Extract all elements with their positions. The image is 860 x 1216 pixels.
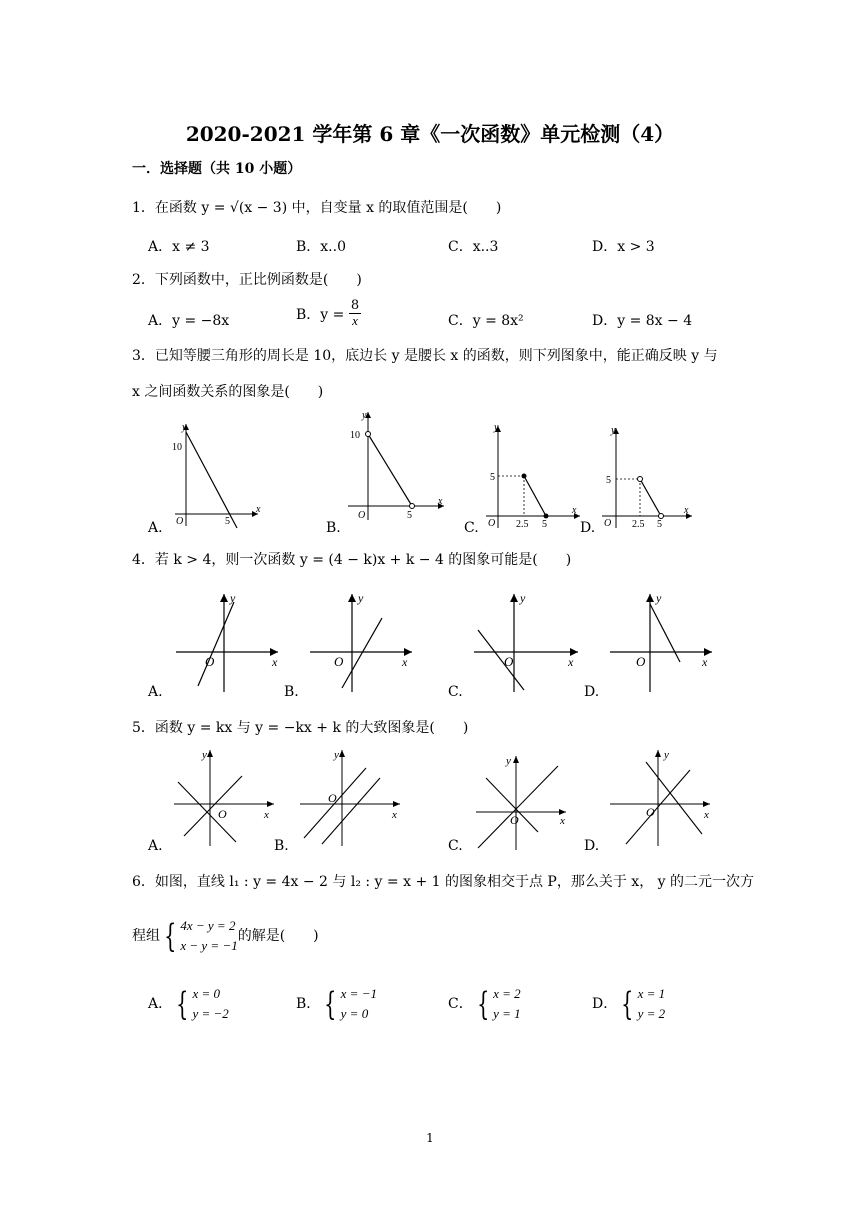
- x-axis-label: x: [272, 655, 278, 669]
- y-axis-label: y: [358, 591, 364, 605]
- tick-label-10: 10: [350, 430, 360, 441]
- q4-graph-d: [604, 590, 719, 695]
- y-axis-label: y: [182, 422, 187, 433]
- origin-label: O: [358, 510, 366, 521]
- tick-label-2-5: 2.5: [632, 519, 645, 530]
- q1-option-c: C．x..3: [448, 239, 499, 255]
- option-y: y = −2: [192, 1006, 229, 1021]
- y-axis-label: y: [664, 749, 669, 761]
- y-axis-label: y: [230, 591, 236, 605]
- question-4-stem: 4．若 k > 4，则一次函数 y = (4 − k)x + k − 4 的图象可能是( ): [132, 552, 572, 568]
- question-6-stem-line1: 6．如图，直线 l₁ : y = 4x − 2 与 l₂ : y = x + 1 的图象相交于点 P，那么关于 x， y 的二元一次方: [132, 874, 755, 890]
- q2-option-a: A．y = −8x: [148, 313, 230, 329]
- option-label: B．: [296, 996, 321, 1012]
- question-3-stem-line2: x 之间函数关系的图象是( ): [132, 384, 324, 400]
- tick-label-5: 5: [490, 472, 495, 483]
- origin-label: O: [604, 518, 612, 529]
- stem-suffix: 的解是( ): [237, 928, 319, 944]
- origin-label: O: [504, 654, 514, 669]
- option-system: [192, 984, 228, 1024]
- q4-graph-c: [470, 590, 585, 695]
- origin-label: O: [510, 813, 519, 827]
- q5-graph-d: [606, 746, 716, 850]
- q3-graph-c: [484, 420, 584, 532]
- q3-label-c: C.: [464, 520, 479, 536]
- q5-graph-b: [296, 748, 406, 848]
- q5-label-a: A.: [148, 838, 163, 854]
- equation-2: x − y = −1: [180, 938, 238, 953]
- y-axis-label: y: [506, 755, 511, 767]
- q6-option-b: [296, 982, 377, 1026]
- x-axis-label: x: [684, 505, 689, 516]
- x-axis-label: x: [256, 504, 261, 515]
- x-axis-label: x: [438, 496, 443, 507]
- x-axis-label: x: [392, 809, 397, 821]
- origin-label: O: [646, 805, 655, 819]
- q6-option-c: [448, 982, 521, 1026]
- y-axis-label: y: [202, 749, 207, 761]
- q2-option-b-label: B．y =: [296, 306, 345, 323]
- q5-graph-c: [472, 752, 572, 852]
- tick-label-5: 5: [606, 475, 611, 486]
- x-axis-label: x: [704, 809, 709, 821]
- q3-label-a: A.: [148, 520, 163, 536]
- left-brace: {: [476, 985, 490, 1023]
- option-label: D．: [592, 996, 618, 1012]
- y-axis-label: y: [520, 591, 526, 605]
- option-system: [341, 984, 377, 1024]
- q2-option-b-fraction: [349, 299, 361, 328]
- q1-option-d: D．x > 3: [592, 239, 655, 255]
- option-label: A．: [148, 996, 173, 1012]
- fraction-numerator: 8: [350, 298, 360, 313]
- tick-label-2-5: 2.5: [516, 519, 529, 530]
- left-brace: {: [621, 985, 634, 1023]
- option-y: y = 0: [340, 1006, 369, 1021]
- question-6-stem-line2: [132, 914, 319, 958]
- page-title: 2020-2021 学年第 6 章《一次函数》单元检测（4）: [185, 122, 675, 146]
- option-x: x = 0: [192, 986, 221, 1001]
- tick-label-5-x: 5: [542, 519, 547, 530]
- q5-label-b: B.: [274, 838, 289, 854]
- option-x: x = −1: [340, 986, 377, 1001]
- option-system: [493, 984, 521, 1024]
- option-system: [638, 984, 666, 1024]
- page-number: 1: [426, 1131, 434, 1145]
- question-3-stem-line1: 3．已知等腰三角形的周长是 10，底边长 y 是腰长 x 的函数，则下列图象中，能正确反映 y 与: [132, 348, 718, 364]
- option-y: y = 1: [493, 1006, 521, 1021]
- q5-graph-a: [170, 748, 280, 848]
- stem-prefix: 程组: [132, 928, 160, 944]
- equation-1: 4x − y = 2: [180, 918, 236, 933]
- y-axis-label: y: [362, 410, 367, 421]
- origin-label: O: [205, 654, 215, 669]
- tick-label-5-x: 5: [657, 519, 662, 530]
- q3-graph-d: [600, 424, 700, 532]
- option-y: y = 2: [637, 1006, 666, 1021]
- question-1-stem: 1．在函数 y = √(x − 3) 中，自变量 x 的取值范围是( ): [132, 200, 502, 216]
- q4-graph-a: [170, 590, 285, 695]
- option-x: x = 2: [493, 986, 521, 1001]
- fraction-denominator: x: [352, 313, 358, 328]
- origin-label: O: [334, 654, 344, 669]
- q3-label-d: D.: [580, 520, 596, 536]
- tick-label-5: 5: [225, 516, 230, 527]
- q2-option-c: C．y = 8x²: [448, 313, 524, 329]
- q4-graph-b: [304, 590, 419, 695]
- question-5-stem: 5．函数 y = kx 与 y = −kx + k 的大致图象是( ): [132, 720, 469, 736]
- x-axis-label: x: [568, 655, 574, 669]
- q6-option-d: [592, 982, 665, 1026]
- origin-label: O: [636, 654, 646, 669]
- q1-option-a: A．x ≠ 3: [148, 239, 210, 255]
- x-axis-label: x: [572, 505, 577, 516]
- y-axis-label: y: [494, 422, 499, 433]
- section-heading: 一．选择题（共 10 小题）: [132, 161, 302, 177]
- origin-label: O: [328, 791, 337, 805]
- q5-label-c: C.: [448, 838, 463, 854]
- y-axis-label: y: [611, 425, 616, 436]
- x-axis-label: x: [560, 815, 565, 827]
- q4-label-b: B.: [284, 684, 299, 700]
- tick-label-5: 5: [407, 510, 412, 521]
- equation-system: [180, 916, 237, 956]
- y-axis-label: y: [656, 591, 662, 605]
- q6-option-a: [148, 982, 229, 1026]
- origin-label: O: [488, 518, 496, 529]
- q4-label-c: C.: [448, 684, 463, 700]
- option-x: x = 1: [637, 986, 666, 1001]
- tick-label-10: 10: [172, 442, 182, 453]
- left-brace: {: [324, 985, 337, 1023]
- q1-option-b: B．x..0: [296, 239, 346, 255]
- q3-label-b: B.: [326, 520, 341, 536]
- q2-option-b: [296, 299, 361, 328]
- origin-label: O: [218, 807, 227, 821]
- q5-label-d: D.: [584, 838, 600, 854]
- q2-option-d: D．y = 8x − 4: [592, 313, 693, 329]
- left-brace: {: [164, 917, 177, 955]
- question-2-stem: 2．下列函数中，正比例函数是( ): [132, 272, 362, 288]
- x-axis-label: x: [702, 655, 708, 669]
- origin-label: O: [176, 516, 184, 527]
- q4-label-d: D.: [584, 684, 600, 700]
- q3-graph-a: [170, 418, 270, 530]
- x-axis-label: x: [264, 809, 269, 821]
- option-label: C．: [448, 996, 473, 1012]
- q4-label-a: A.: [148, 684, 163, 700]
- y-axis-label: y: [334, 749, 339, 761]
- left-brace: {: [176, 985, 189, 1023]
- q3-graph-b: [340, 410, 450, 525]
- x-axis-label: x: [402, 655, 408, 669]
